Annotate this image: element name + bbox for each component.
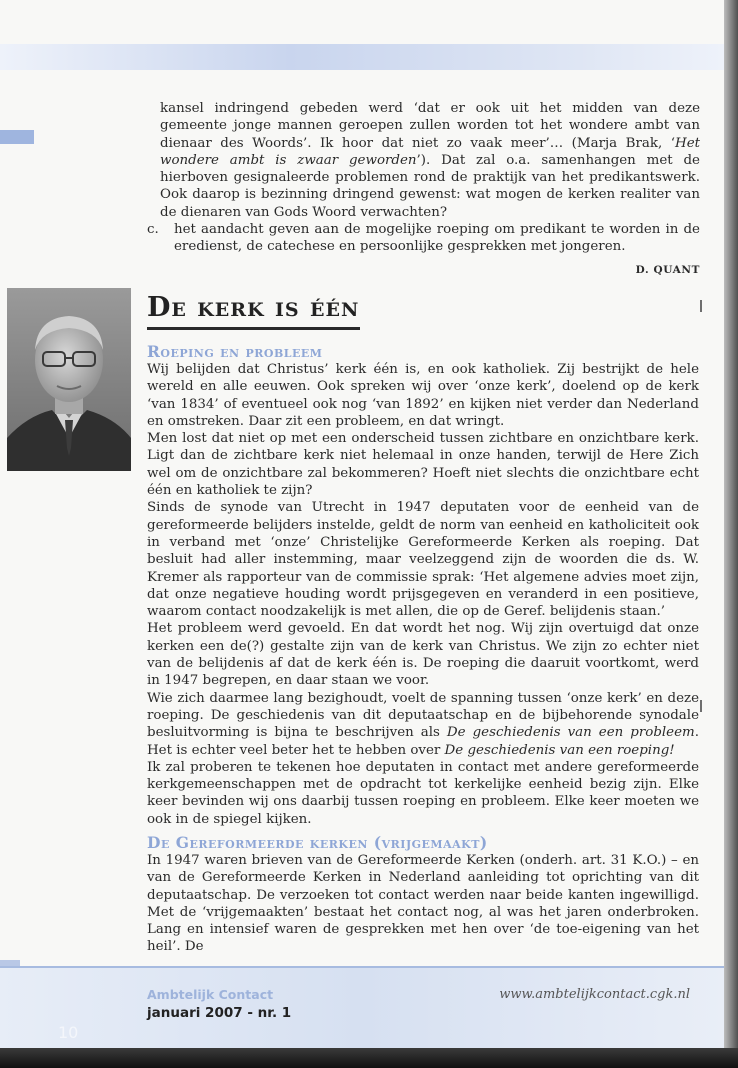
intro-paragraph: kansel indringend gebeden werd ‘dat er ook uit het midden van deze gemeente jonge mannen geroepen zullen worden tot het wondere ambt van dienaar des Woords’. Ik hoor dat niet zo vaak meer’… (Marja Brak, ‘Het wondere ambt is zwaar geworden’). Dat zal o.a. samenhangen met de hierboven gesignaleerde problemen rond de praktijk van het predikantswerk. Ook daarop is bezinning dringend gewenst: wat mogen de kerken realiter van de dienaren van Gods Woord verwachten? — [160, 101, 700, 220]
article-paragraph: Sinds de synode van Utrecht in 1947 deputaten voor de eenheid van de gereformeerde belijders instelde, geldt de norm van eenheid en katholiciteit ook in verband met ‘onze’ Christelijke Gereformeerde Kerken als roeping. Dat besluit had aller instemming, maar veelzeggend zijn de woorden die ds. W. Kremer als rapporteur van de commissie sprak: ‘Het algemene advies moet zijn, dat onze negatieve houding wordt prijsgegeven en veranderd in een positieve, waarom contact noodzakelijk is met allen, die op de Geref. belijdenis staan.’ — [147, 500, 699, 620]
page-bottom-shadow — [0, 1048, 738, 1068]
title-underline — [147, 327, 360, 330]
list-item-c: c. het aandacht geven aan de mogelijke roeping om predikant te worden in de eredienst, de catechese en persoonlijke gesprekken met jongeren. — [147, 222, 700, 255]
magazine-name: Ambtelijk Contact — [147, 987, 274, 1002]
section-heading-2: De Gereformeerde kerken (vrijgemaakt) — [147, 833, 488, 852]
page-edge-shadow — [724, 0, 738, 1068]
website-url[interactable]: www.ambtelijkcontact.cgk.nl — [499, 987, 690, 1002]
section-heading-1: Roeping en probleem — [147, 342, 323, 361]
header-band — [0, 44, 724, 70]
italic-phrase: De geschiedenis van een roeping! — [444, 742, 675, 758]
article-paragraph: Men lost dat niet op met een onderscheid tussen zichtbare en onzichtbare kerk. Ligt dan de zichtbare kerk niet helemaal in onze handen, terwijl de Here Zich wel om de onzichtbare zal bekommeren? Hoeft niet slechts die onzichtbare echt één en katholiek te zijn? — [147, 431, 699, 499]
article-paragraph: Wij belijden dat Christus’ kerk één is, en ook katholiek. Zij bestrijkt de hele wereld en alle eeuwen. Ook spreken wij over ‘onze kerk’, doelend op de kerk ‘van 1834’ of eventueel ook nog ‘van 1892’ en kijken niet verder dan Nederland en omstreken. Daar zit een probleem, en dat wringt. — [147, 362, 699, 429]
registration-mark — [700, 300, 702, 312]
article-paragraph: Wie zich daarmee lang bezighoudt, voelt de spanning tussen ‘onze kerk’ en deze roeping. De geschiedenis van dit deputaatschap en de bijbehorende synodale besluitvorming is bijna te beschrijven als De geschiedenis van een probleem. Het is echter veel beter het te hebben over De geschiedenis van een roeping! — [147, 690, 699, 758]
article-title: De kerk is één — [147, 292, 360, 323]
registration-mark — [700, 700, 702, 712]
author-photo — [7, 288, 131, 471]
page-number: 10 — [58, 1023, 79, 1042]
italic-phrase: De geschiedenis van een probleem — [446, 725, 695, 741]
article-paragraph: Het probleem werd gevoeld. En dat wordt het nog. Wij zijn overtuigd dat onze kerken een de(?) gestalte zijn van de kerk van Christus. We zijn zo echter niet van de belijdenis af dat de kerk één is. De roeping die daaruit voortkomt, werd in 1947 begrepen, en daar staan we voor. — [147, 621, 699, 689]
intro-text — [147, 100, 700, 279]
author-signature: D. QUANT — [635, 263, 700, 276]
article-section-2 — [147, 834, 699, 956]
article-paragraph: In 1947 waren brieven van de Gereformeerde Kerken (onderh. art. 31 K.O.) – en van de Gereformeerde Kerken in Nederland aanleiding tot oprichting van dit deputaatschap. De verzoeken tot contact werden naar beide kanten ingewilligd. Met de ‘vrijgemaakten’ bestaat het contact nog, al was het jaren onderbroken. Lang en intensief waren de gesprekken met hen over ‘de toe-eigening van het heil’. De — [147, 853, 699, 955]
issue-label: januari 2007 - nr. 1 — [147, 1005, 292, 1021]
margin-marker — [0, 130, 34, 144]
article-paragraph: Ik zal proberen te tekenen hoe deputaten in contact met andere gereformeerde kerkgemeenschappen met de opdracht tot kerkelijke eenheid bezig zijn. Elke keer bevinden wij ons daarbij tussen roeping en probleem. Elke keer moeten we ook in de spiegel kijken. — [147, 759, 699, 827]
article-section-1 — [147, 343, 699, 828]
footer-band — [0, 968, 724, 1048]
list-letter: c. — [147, 222, 159, 238]
quote-title: Het wondere ambt is zwaar geworden — [160, 135, 700, 168]
